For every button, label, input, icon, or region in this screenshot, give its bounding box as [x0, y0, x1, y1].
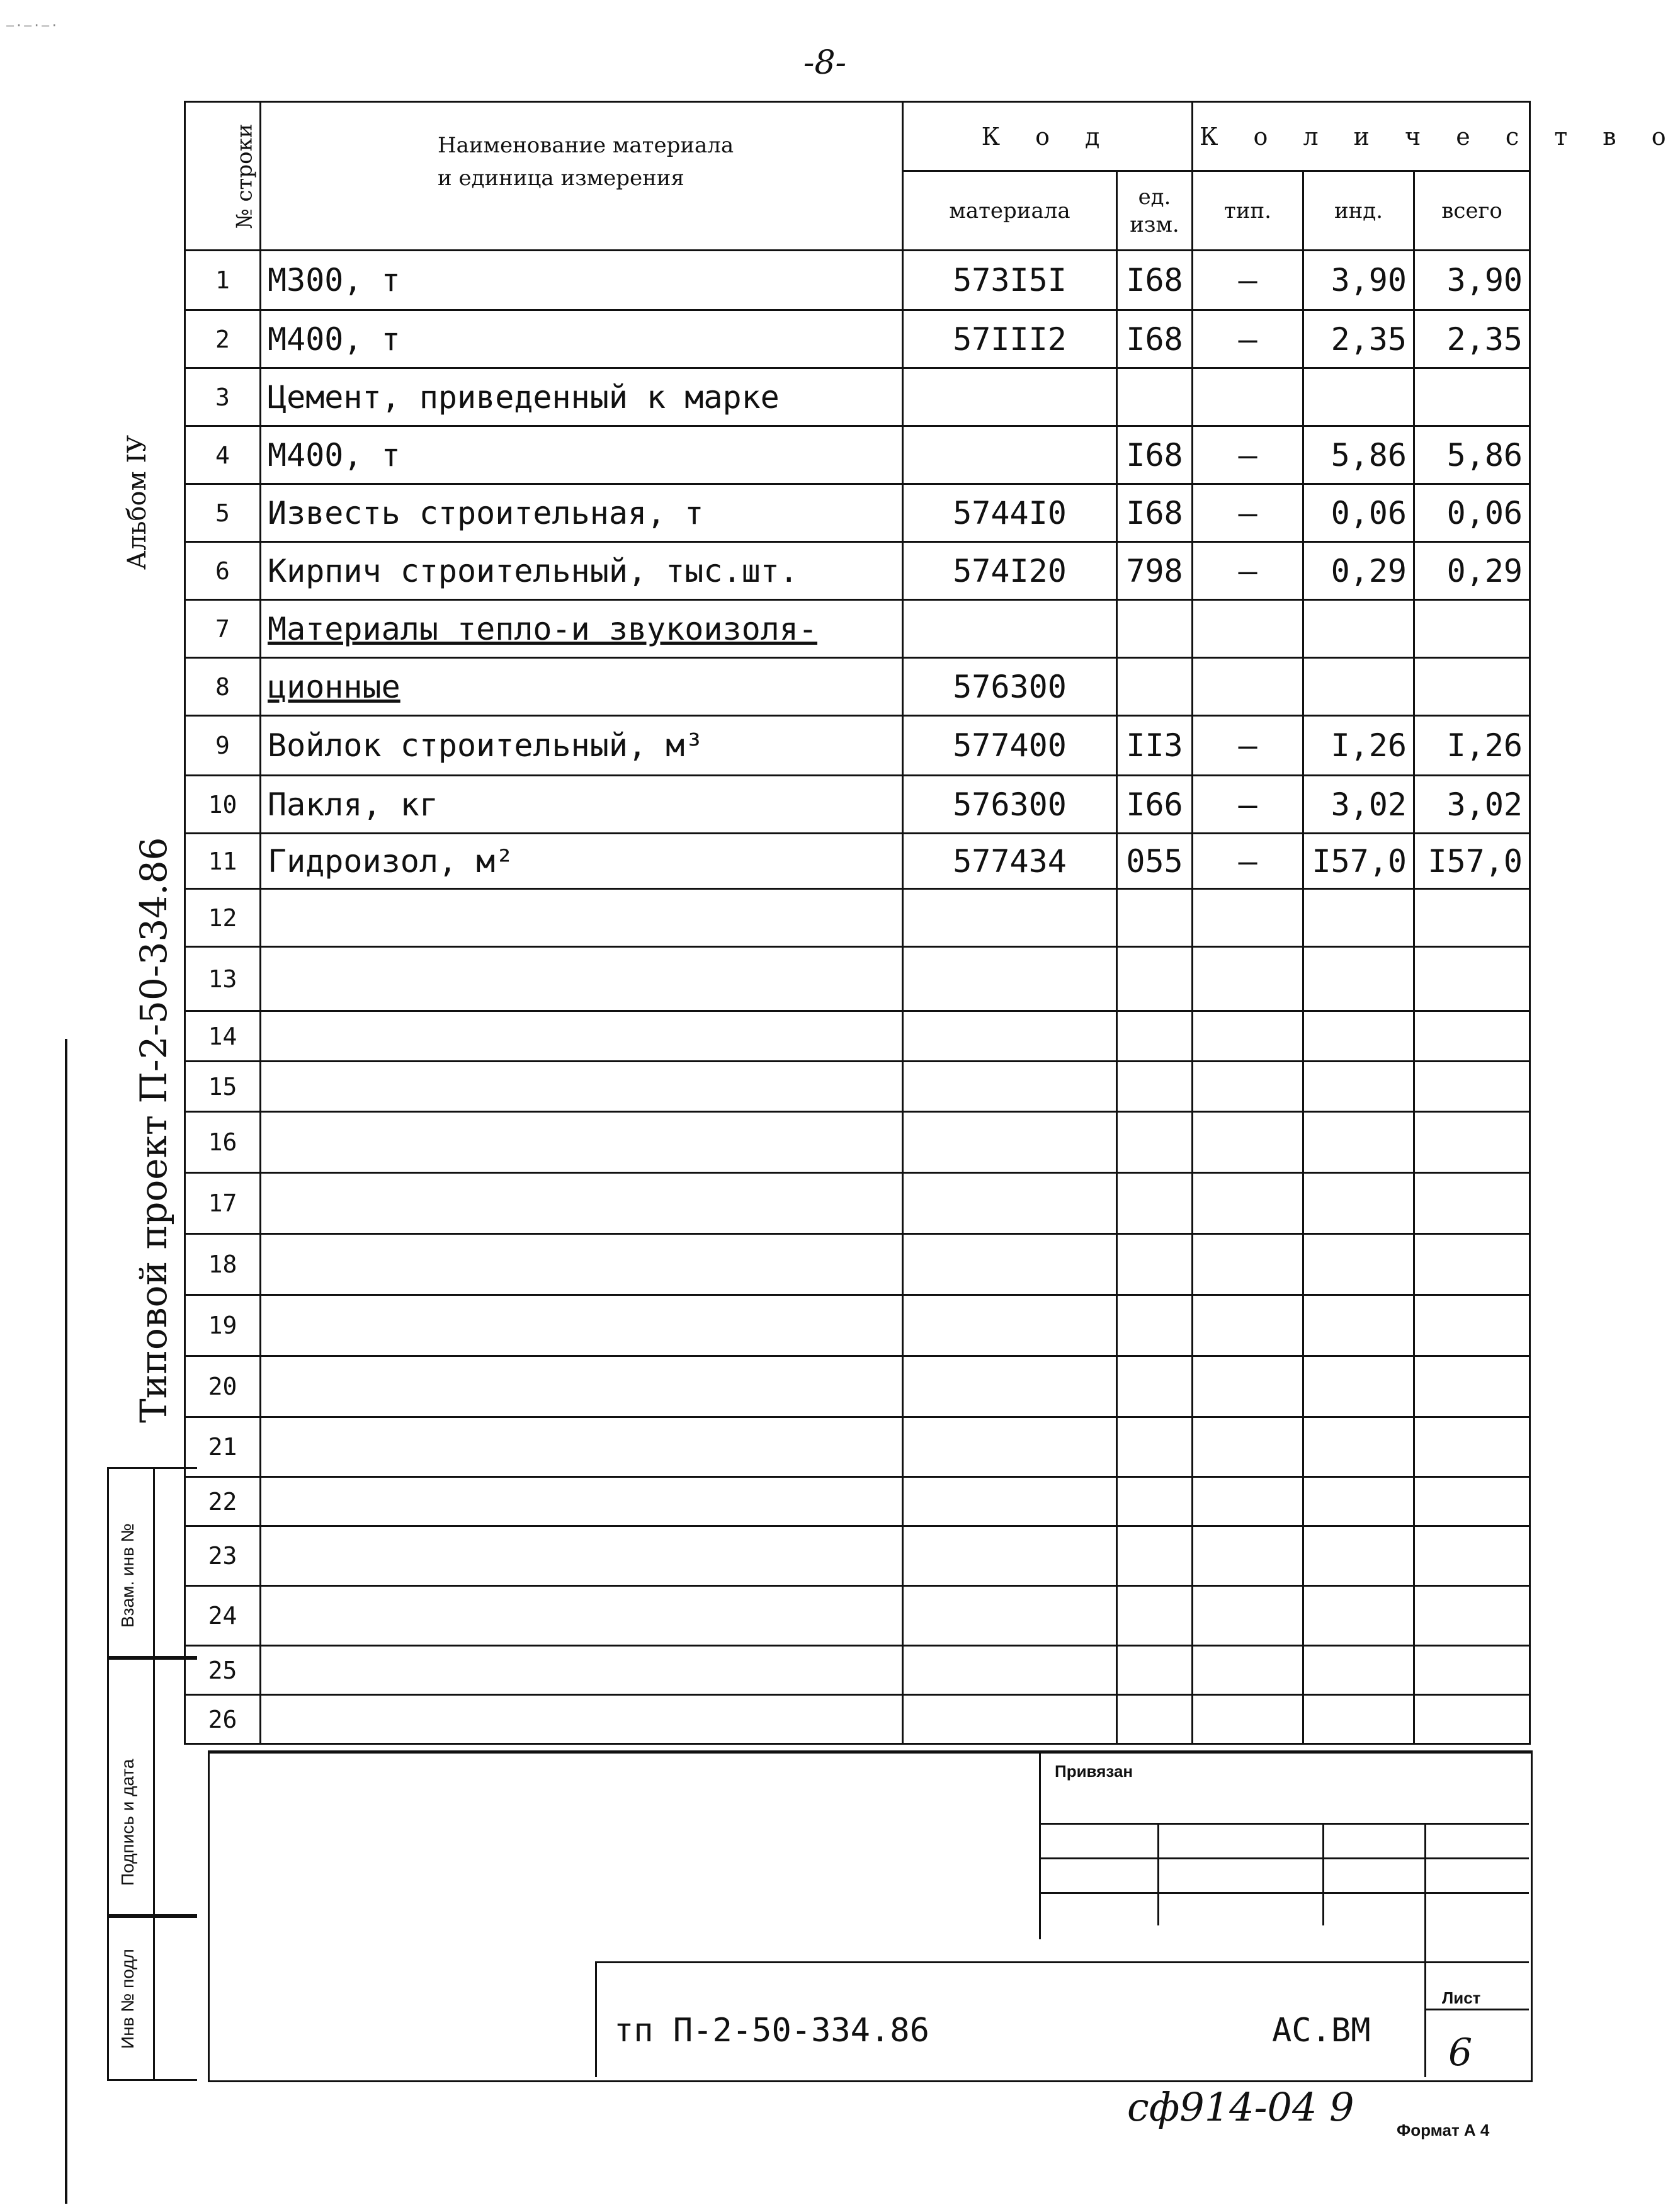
table-row [185, 368, 1530, 426]
material-code [903, 1646, 1117, 1695]
header-material: материала [903, 171, 1117, 251]
table-row [185, 1173, 1530, 1234]
quantity-typ: – [1193, 716, 1303, 776]
row-number: 6 [185, 542, 261, 600]
quantity-ind [1303, 889, 1414, 947]
header-ind: инд. [1303, 171, 1414, 251]
material-code: 577400 [903, 716, 1117, 776]
format-label: Формат А 4 [1397, 2121, 1490, 2140]
material-name: М400, т [261, 426, 903, 484]
unit-code [1117, 1173, 1193, 1234]
material-code [903, 1011, 1117, 1062]
header-row-no-text: № строки [232, 123, 258, 229]
unit-code [1117, 1695, 1193, 1744]
quantity-ind [1303, 1062, 1414, 1112]
row-number: 22 [185, 1477, 261, 1526]
stamp-podpis-label: Подпись и дата [118, 1759, 137, 1886]
quantity-total: 2,35 [1414, 310, 1530, 368]
quantity-typ: – [1193, 542, 1303, 600]
row-number: 1 [185, 251, 261, 310]
row-number: 26 [185, 1695, 261, 1744]
table-row [185, 542, 1530, 600]
table-row [185, 251, 1530, 310]
row-number: 23 [185, 1526, 261, 1586]
row-number: 4 [185, 426, 261, 484]
tb-line [1424, 1823, 1426, 2077]
material-name: Гидроизол, м² [261, 834, 903, 889]
material-name [261, 1526, 903, 1586]
row-number: 19 [185, 1295, 261, 1356]
tb-line [1424, 2009, 1529, 2010]
quantity-typ [1193, 1356, 1303, 1417]
material-name: Кирпич строительный, тыс.шт. [261, 542, 903, 600]
table-row [185, 947, 1530, 1011]
table-row [185, 310, 1530, 368]
quantity-typ [1193, 1695, 1303, 1744]
material-code [903, 1586, 1117, 1646]
quantity-ind [1303, 1477, 1414, 1526]
quantity-total [1414, 1646, 1530, 1695]
header-row-no [185, 102, 261, 251]
quantity-ind [1303, 1417, 1414, 1477]
table-row [185, 600, 1530, 658]
quantity-typ: – [1193, 251, 1303, 310]
unit-code: 055 [1117, 834, 1193, 889]
table-row [185, 776, 1530, 834]
quantity-typ [1193, 889, 1303, 947]
row-number: 21 [185, 1417, 261, 1477]
material-code [903, 368, 1117, 426]
tb-line [595, 1961, 1529, 1963]
quantity-ind [1303, 1234, 1414, 1295]
quantity-typ: – [1193, 834, 1303, 889]
material-code: 574I20 [903, 542, 1117, 600]
material-name [261, 1695, 903, 1744]
header-unit-line1: ед. [1138, 184, 1171, 210]
quantity-ind [1303, 1112, 1414, 1173]
unit-code: 798 [1117, 542, 1193, 600]
quantity-typ [1193, 1011, 1303, 1062]
tb-line [595, 1961, 597, 2077]
table-row [185, 1526, 1530, 1586]
material-code [903, 1173, 1117, 1234]
quantity-total [1414, 600, 1530, 658]
quantity-total: 0,29 [1414, 542, 1530, 600]
header-unit [1117, 171, 1193, 251]
quantity-ind [1303, 1173, 1414, 1234]
material-code [903, 1695, 1117, 1744]
table-row [185, 834, 1530, 889]
quantity-typ: – [1193, 484, 1303, 542]
material-code [903, 889, 1117, 947]
quantity-typ [1193, 1112, 1303, 1173]
quantity-total [1414, 368, 1530, 426]
quantity-total [1414, 1234, 1530, 1295]
material-code: 576300 [903, 658, 1117, 716]
unit-code [1117, 947, 1193, 1011]
material-code: 573I5I [903, 251, 1117, 310]
header-name [261, 102, 903, 251]
quantity-typ [1193, 658, 1303, 716]
table-row [185, 426, 1530, 484]
table-row [185, 1695, 1530, 1744]
quantity-typ [1193, 1477, 1303, 1526]
quantity-total [1414, 1526, 1530, 1586]
quantity-total [1414, 1417, 1530, 1477]
row-number: 16 [185, 1112, 261, 1173]
quantity-typ: – [1193, 776, 1303, 834]
table-row [185, 1586, 1530, 1646]
quantity-typ [1193, 1646, 1303, 1695]
quantity-total [1414, 1586, 1530, 1646]
row-number: 14 [185, 1011, 261, 1062]
unit-code [1117, 1417, 1193, 1477]
materials-table [184, 101, 1680, 1745]
header-typ: тип. [1193, 171, 1303, 251]
row-number: 17 [185, 1173, 261, 1234]
quantity-total [1414, 1011, 1530, 1062]
material-name [261, 1112, 903, 1173]
row-number: 20 [185, 1356, 261, 1417]
material-code: 577434 [903, 834, 1117, 889]
material-name: М400, т [261, 310, 903, 368]
scan-mark: —·—·—· [6, 18, 60, 33]
material-name: М300, т [261, 251, 903, 310]
material-code [903, 1526, 1117, 1586]
sheet-number: 6 [1448, 2031, 1473, 2075]
quantity-total: I57,0 [1414, 834, 1530, 889]
quantity-typ: – [1193, 426, 1303, 484]
material-name [261, 1011, 903, 1062]
material-code [903, 1062, 1117, 1112]
quantity-total [1414, 1295, 1530, 1356]
table-row [185, 1112, 1530, 1173]
quantity-typ [1193, 1234, 1303, 1295]
material-code [903, 1477, 1117, 1526]
tb-line [1157, 1823, 1159, 1925]
quantity-ind: 0,29 [1303, 542, 1414, 600]
quantity-ind: 0,06 [1303, 484, 1414, 542]
quantity-ind: 5,86 [1303, 426, 1414, 484]
archive-number: сф914-04 9 [1127, 2084, 1354, 2130]
quantity-total: 3,02 [1414, 776, 1530, 834]
table-row [185, 716, 1530, 776]
material-code [903, 947, 1117, 1011]
header-total: всего [1414, 171, 1530, 251]
unit-code [1117, 1586, 1193, 1646]
table-row [185, 1011, 1530, 1062]
quantity-ind: 3,90 [1303, 251, 1414, 310]
header-quantity: К о л и ч е с т в о [1193, 102, 1530, 171]
tb-line [1322, 1823, 1324, 1925]
quantity-ind [1303, 1695, 1414, 1744]
material-name: Материалы тепло-и звукоизоля- [261, 600, 903, 658]
unit-code [1117, 1234, 1193, 1295]
table-row [185, 1477, 1530, 1526]
quantity-total [1414, 889, 1530, 947]
unit-code [1117, 1062, 1193, 1112]
stamp-vzam [107, 1467, 197, 1660]
quantity-ind [1303, 1526, 1414, 1586]
tb-line [1039, 1857, 1529, 1859]
material-code [903, 600, 1117, 658]
quantity-ind [1303, 1356, 1414, 1417]
quantity-typ: – [1193, 310, 1303, 368]
document-mark: АС.ВМ [1272, 2012, 1371, 2049]
quantity-total: 0,06 [1414, 484, 1530, 542]
row-number: 13 [185, 947, 261, 1011]
unit-code: II3 [1117, 716, 1193, 776]
material-name [261, 1356, 903, 1417]
unit-code [1117, 1295, 1193, 1356]
table-row [185, 1356, 1530, 1417]
material-code [903, 1112, 1117, 1173]
material-name: Войлок строительный, м³ [261, 716, 903, 776]
privyazan-label: Привязан [1055, 1762, 1133, 1781]
material-code: 576300 [903, 776, 1117, 834]
unit-code: I68 [1117, 484, 1193, 542]
row-number: 10 [185, 776, 261, 834]
table-row [185, 1295, 1530, 1356]
material-name [261, 1586, 903, 1646]
unit-code [1117, 889, 1193, 947]
table-row [185, 1646, 1530, 1695]
table-row [185, 1234, 1530, 1295]
unit-code [1117, 600, 1193, 658]
quantity-typ [1193, 1295, 1303, 1356]
tb-line [1039, 1823, 1529, 1825]
table-row [185, 889, 1530, 947]
material-code: 5744I0 [903, 484, 1117, 542]
material-name [261, 947, 903, 1011]
quantity-total [1414, 1695, 1530, 1744]
material-code [903, 426, 1117, 484]
quantity-typ [1193, 947, 1303, 1011]
quantity-typ [1193, 1586, 1303, 1646]
quantity-ind: 3,02 [1303, 776, 1414, 834]
material-name: ционные [261, 658, 903, 716]
quantity-total: I,26 [1414, 716, 1530, 776]
quantity-ind [1303, 1295, 1414, 1356]
unit-code [1117, 368, 1193, 426]
quantity-total: 3,90 [1414, 251, 1530, 310]
quantity-typ [1193, 1173, 1303, 1234]
row-number: 3 [185, 368, 261, 426]
row-number: 12 [185, 889, 261, 947]
quantity-ind: 2,35 [1303, 310, 1414, 368]
table-row [185, 1417, 1530, 1477]
row-number: 24 [185, 1586, 261, 1646]
material-name: Пакля, кг [261, 776, 903, 834]
material-name [261, 889, 903, 947]
material-name [261, 1173, 903, 1234]
table-row [185, 658, 1530, 716]
material-code [903, 1295, 1117, 1356]
quantity-total: 5,86 [1414, 426, 1530, 484]
quantity-typ [1193, 1417, 1303, 1477]
stamp-vzam-label: Взам. инв № [118, 1523, 137, 1628]
header-code: К о д [903, 102, 1193, 171]
unit-code: I68 [1117, 310, 1193, 368]
unit-code [1117, 658, 1193, 716]
material-name [261, 1062, 903, 1112]
binding-rule [65, 1039, 67, 2204]
material-code [903, 1417, 1117, 1477]
quantity-ind [1303, 1011, 1414, 1062]
material-name [261, 1295, 903, 1356]
stamp-podpis [107, 1656, 197, 1918]
header-name-line2: и единица измерения [438, 166, 684, 191]
stamp-inv-label: Инв № подл [118, 1949, 137, 2049]
quantity-total [1414, 658, 1530, 716]
table-row [185, 484, 1530, 542]
unit-code [1117, 1112, 1193, 1173]
tb-line [1039, 1892, 1529, 1894]
header-name-line1: Наименование материала [438, 133, 734, 158]
material-name [261, 1234, 903, 1295]
material-code [903, 1356, 1117, 1417]
material-code: 57III2 [903, 310, 1117, 368]
unit-code: I66 [1117, 776, 1193, 834]
quantity-ind [1303, 600, 1414, 658]
row-number: 8 [185, 658, 261, 716]
quantity-total [1414, 1477, 1530, 1526]
quantity-ind [1303, 947, 1414, 1011]
material-name [261, 1477, 903, 1526]
quantity-ind: I,26 [1303, 716, 1414, 776]
unit-code: I68 [1117, 426, 1193, 484]
quantity-total [1414, 1356, 1530, 1417]
stamp-inv [107, 1914, 197, 2081]
row-number: 11 [185, 834, 261, 889]
quantity-typ [1193, 1062, 1303, 1112]
quantity-typ [1193, 600, 1303, 658]
row-number: 5 [185, 484, 261, 542]
quantity-total [1414, 1173, 1530, 1234]
quantity-ind [1303, 1646, 1414, 1695]
material-name [261, 1646, 903, 1695]
unit-code: I68 [1117, 251, 1193, 310]
quantity-ind [1303, 1586, 1414, 1646]
table-row [185, 1062, 1530, 1112]
row-number: 15 [185, 1062, 261, 1112]
header-unit-line2: изм. [1130, 212, 1179, 237]
document-code: тп П-2-50-334.86 [614, 2012, 929, 2049]
row-number: 9 [185, 716, 261, 776]
unit-code [1117, 1011, 1193, 1062]
project-label: Типовой проект П-2-50-334.86 [132, 837, 175, 1423]
unit-code [1117, 1526, 1193, 1586]
material-name: Известь строительная, т [261, 484, 903, 542]
row-number: 2 [185, 310, 261, 368]
material-name: Цемент, приведенный к марке [261, 368, 903, 426]
row-number: 25 [185, 1646, 261, 1695]
unit-code [1117, 1477, 1193, 1526]
quantity-ind: I57,0 [1303, 834, 1414, 889]
quantity-ind [1303, 658, 1414, 716]
material-name [261, 1417, 903, 1477]
sheet-label: Лист [1442, 1988, 1481, 2007]
unit-code [1117, 1356, 1193, 1417]
material-code [903, 1234, 1117, 1295]
album-label: Альбом IУ [123, 434, 152, 570]
quantity-ind [1303, 368, 1414, 426]
quantity-total [1414, 1062, 1530, 1112]
quantity-total [1414, 1112, 1530, 1173]
quantity-typ [1193, 368, 1303, 426]
quantity-typ [1193, 1526, 1303, 1586]
row-number: 18 [185, 1234, 261, 1295]
page-number: -8- [803, 44, 847, 82]
row-number: 7 [185, 600, 261, 658]
unit-code [1117, 1646, 1193, 1695]
quantity-total [1414, 947, 1530, 1011]
